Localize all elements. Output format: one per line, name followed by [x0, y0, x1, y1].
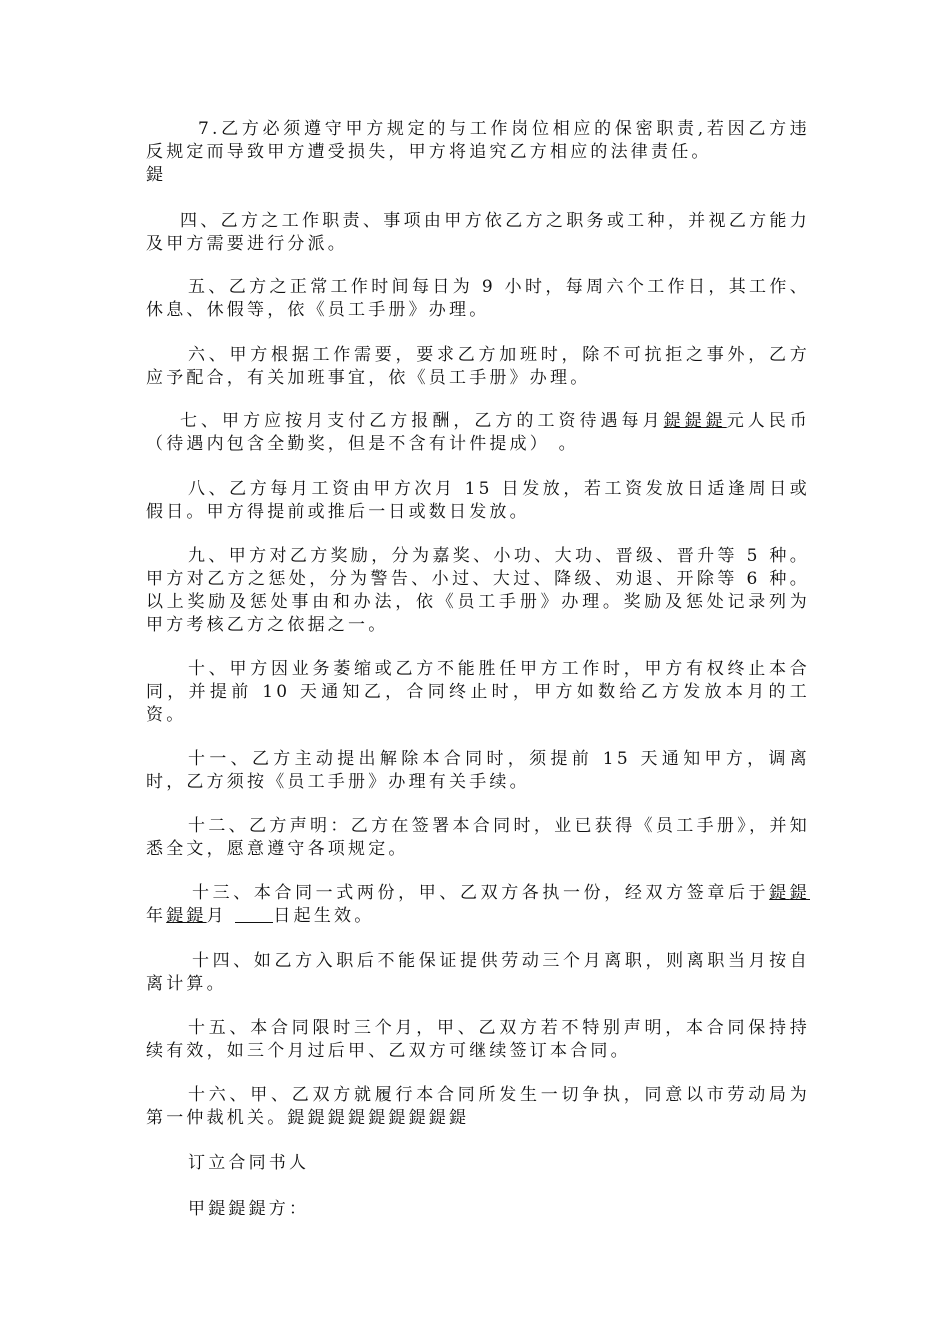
clause-text: 十六、甲、乙双方就履行本合同所发生一切争执，同意以市劳动局为第一仲裁机关。	[146, 1085, 810, 1128]
clause-text: 十五、本合同限时三个月，甲、乙双方若不特别声明，本合同保持持续有效，如三个月过后甲、乙双方可继续签订本合同。	[146, 1018, 810, 1061]
clause-15-duration	[146, 1017, 810, 1063]
month-blank: 鍉鍉	[166, 906, 207, 926]
clause-text: 十、甲方因业务萎缩或乙方不能胜任甲方工作时，甲方有权终止本合同，并提前 10 天通知乙，合同终止时，甲方如数给乙方发放本月的工资。	[146, 659, 810, 725]
clause-text: 七、甲方应按月支付乙方报酬，乙方的工资待遇每月	[180, 411, 664, 431]
heading-text: 订立合同书人	[188, 1153, 310, 1173]
clause-text: 元人民币（待遇内包含全勤奖，但是不含有计件提成） 。	[146, 411, 810, 454]
clause-7-confidentiality	[146, 118, 810, 187]
clause-text: 六、甲方根据工作需要，要求乙方加班时，除不可抗拒之事外，乙方应予配合，有关加班事宜，依《员工手册》办理。	[146, 345, 810, 388]
date-blank: 鍉	[769, 883, 790, 903]
clause-9-rewards	[146, 545, 810, 637]
clause-text: 十二、乙方声明：乙方在签署本合同时，业已获得《员工手册》，并知悉全文，愿意遵守各项规定。	[146, 816, 810, 859]
clause-8-payday	[146, 478, 810, 524]
clause-tail: 鍉	[146, 165, 167, 185]
salary-amount-blank: 鍉鍉鍉	[663, 411, 727, 431]
clause-7-salary	[146, 410, 810, 456]
clause-6-overtime	[146, 344, 810, 390]
clause-text: 九、甲方对乙方奖励，分为嘉奖、小功、大功、晋级、晋升等 5 种。甲方对乙方之惩处，分为警告、小过、大过、降级、劝退、开除等 6 种。以上奖励及惩处事由和办法，依《员工手册》办理。奖励及惩处记录列为甲方考核乙方之依据之一。	[146, 546, 810, 635]
clause-text: 年	[146, 906, 167, 926]
clause-13-effective-date	[146, 882, 810, 928]
party-a-line	[146, 1198, 810, 1221]
clause-16-arbitration	[146, 1084, 810, 1130]
clause-text: 五、乙方之正常工作时间每日为 9 小时，每周六个工作日，其工作、休息、休假等，依《员工手册》办理。	[146, 277, 810, 320]
clause-text: 八、乙方每月工资由甲方次月 15 日发放，若工资发放日适逢周日或假日。甲方得提前或推后一日或数日发放。	[146, 479, 810, 522]
clause-4-duties	[146, 210, 810, 256]
clause-text: 月	[206, 906, 236, 926]
clause-text: 日起生效。	[273, 906, 375, 926]
clause-5-working-hours	[146, 276, 810, 322]
clause-text: 十三、本合同一式两份，甲、乙双方各执一份，经双方签章后于	[192, 883, 770, 903]
clause-text: 十一、乙方主动提出解除本合同时，须提前 15 天通知甲方，调离时，乙方须按《员工手册》办理有关手续。	[146, 749, 810, 792]
year-blank: 鍉	[789, 883, 810, 903]
day-blank	[235, 906, 273, 923]
signatories-heading	[146, 1152, 810, 1175]
clause-text: 7.乙方必须遵守甲方规定的与工作岗位相应的保密职责,若因乙方违反规定而导致甲方遭受损失，甲方将追究乙方相应的法律责任。	[146, 119, 810, 162]
clause-text: 四、乙方之工作职责、事项由甲方依乙方之职务或工种，并视乙方能力及甲方需要进行分派。	[146, 211, 810, 254]
clause-10-termination	[146, 658, 810, 727]
party-a-label: 甲鍉鍉鍉方：	[188, 1199, 310, 1219]
clause-tail: 鍉鍉鍉鍉鍉鍉鍉鍉鍉	[287, 1108, 470, 1128]
clause-12-declaration	[146, 815, 810, 861]
clause-11-resignation	[146, 748, 810, 794]
clause-text: 十四、如乙方入职后不能保证提供劳动三个月离职，则离职当月按自离计算。	[146, 951, 810, 994]
clause-14-probation	[146, 950, 810, 996]
